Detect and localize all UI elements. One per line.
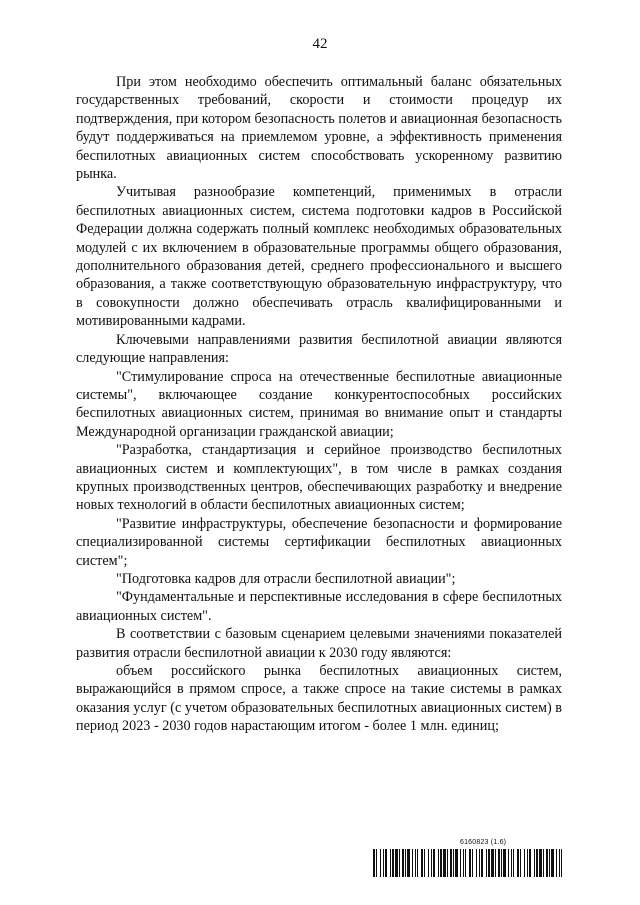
list-item-production: "Разработка, стандартизация и серийное производство беспилотных авиационных систем и комплектующих", в том числе в рамках создания крупных производственных центров, обеспечивающих разработку и внедрение новых технологий в области беспилотных авиационных систем; — [76, 442, 562, 514]
list-item-demand: "Стимулирование спроса на отечественные беспилотные авиационные системы", включающее создание конкурентоспособных российских беспилотных авиационных систем, принимая во внимание опыт и стандарты Международной организации гражданской авиации; — [76, 368, 562, 440]
paragraph-market-volume: объем российского рынка беспилотных авиационных систем, выражающийся в прямом спросе, а также спросе на такие системы в рамках оказания услуг (с учетом образовательных беспилотных авиационных систем) в период 2023 - 2030 годов нарастающим итогом - более 1 млн. единиц; — [76, 663, 562, 735]
page-number: 42 — [312, 36, 328, 52]
barcode-icon — [373, 849, 565, 877]
list-item-training: "Подготовка кадров для отрасли беспилотной авиации"; — [116, 570, 456, 587]
document-body — [76, 73, 562, 736]
paragraph-target-indicators: В соответствии с базовым сценарием целевыми значениями показателей развития отрасли беспилотной авиации к 2030 году являются: — [76, 626, 562, 661]
list-item-research: "Фундаментальные и перспективные исследования в сфере беспилотных авиационных систем". — [76, 589, 562, 624]
paragraph-balance: При этом необходимо обеспечить оптимальный баланс обязательных государственных требований, скорости и стоимости процедур их подтверждения, при котором безопасность полетов и авиационная безопасность будут поддерживаться на приемлемом уровне, а эффективность применения беспилотных авиационных систем способствовать ускоренному развитию рынка. — [76, 74, 562, 183]
paragraph-competencies: Учитывая разнообразие компетенций, применимых в отрасли беспилотных авиационных систем, система подготовки кадров в Российской Федерации должна содержать полный комплекс необходимых образовательных модулей с их включением в образовательные программы общего образования, дополнительного образования детей, среднего профессионального и высшего образования, а также соответствующую образовательную инфраструктуру, что в совокупности должно обеспечивать отрасль квалифицированными и мотивированными кадрами. — [76, 184, 562, 330]
paragraph-key-directions: Ключевыми направлениями развития беспилотной авиации являются следующие направления: — [76, 331, 562, 367]
document-code: 6160823 (1.6) — [460, 839, 507, 846]
list-item-infrastructure: "Развитие инфраструктуры, обеспечение безопасности и формирование специализированной системы сертификации беспилотных авиационных систем"; — [76, 515, 562, 569]
